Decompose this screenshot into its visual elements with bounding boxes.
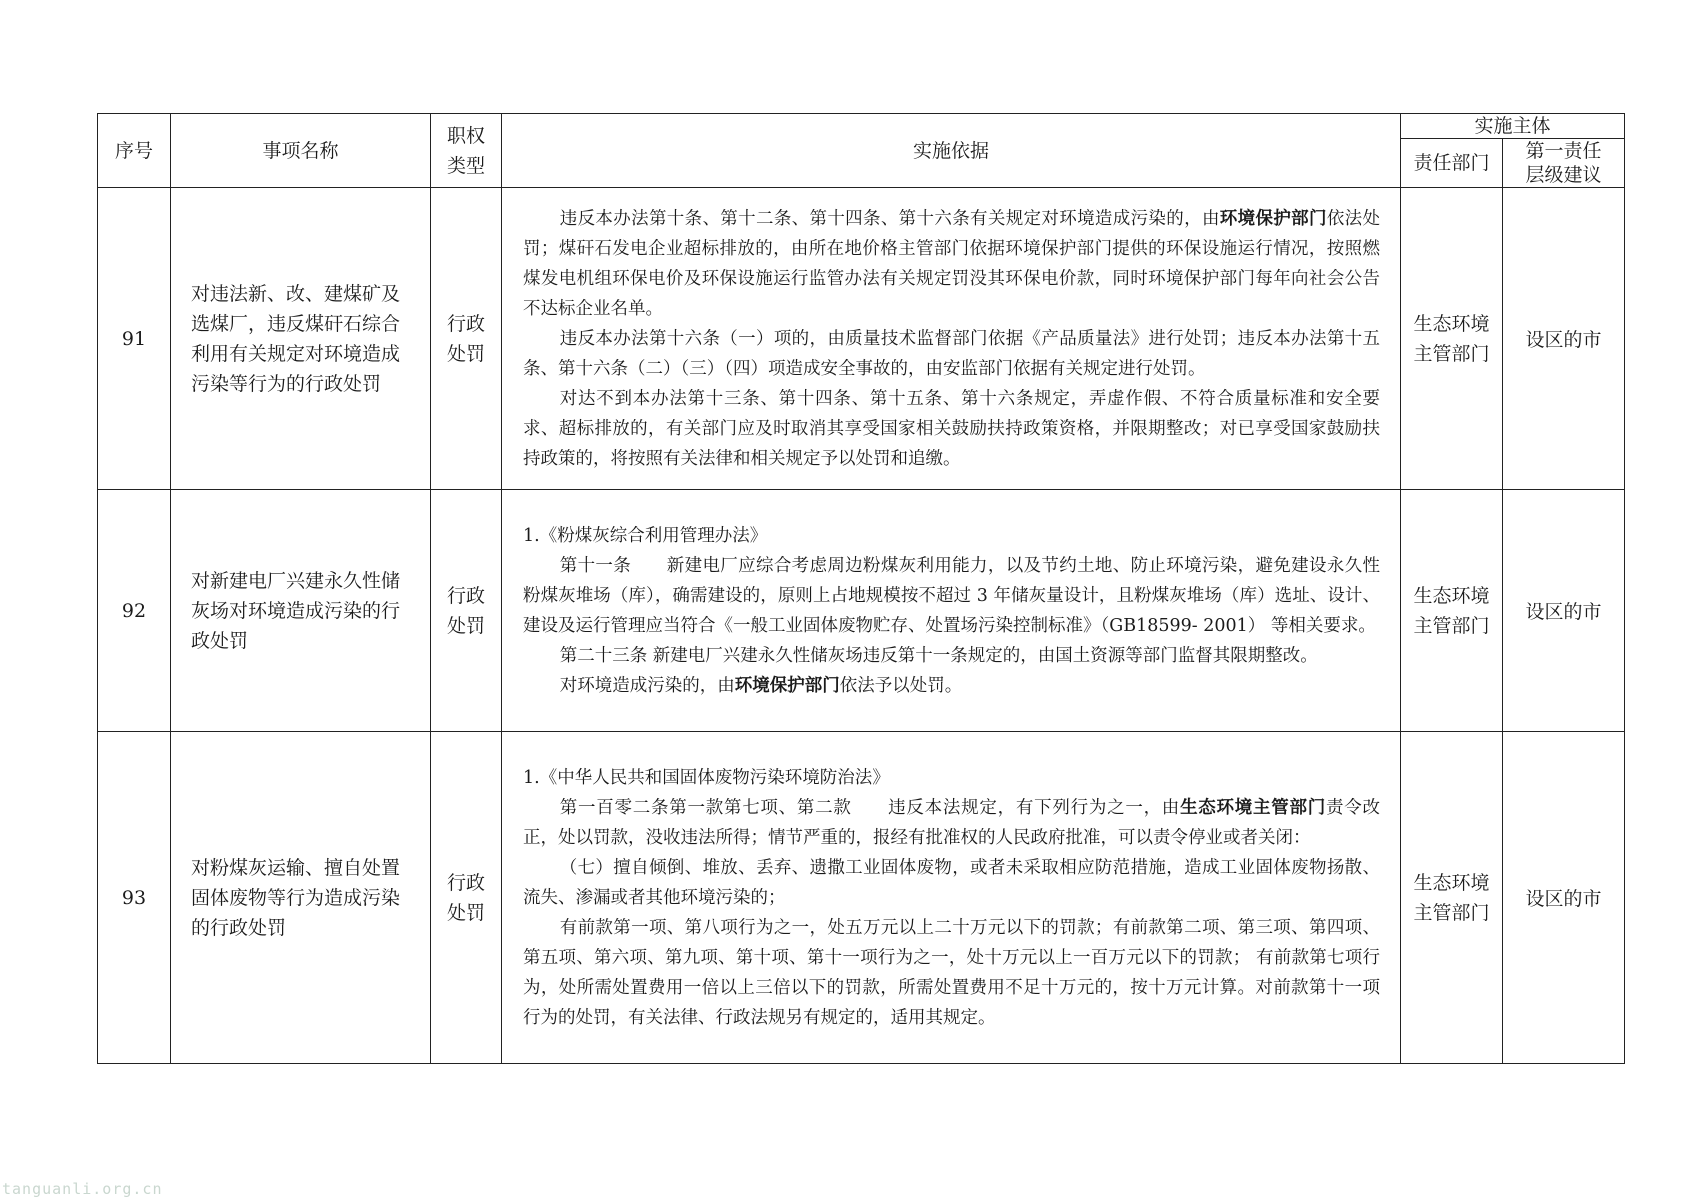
header-basis: 实施依据 — [502, 114, 1401, 188]
basis-paragraph: 违反本办法第十条、第十二条、第十四条、第十六条有关规定对环境造成污染的，由环境保护部门依法处罚；煤矸石发电企业超标排放的，由所在地价格主管部门依据环境保护部门提供的环保设施运行情况，按照燃煤发电机组环保电价及环保设施运行监管办法有关规定罚没其环保电价款，同时环境保护部门每年向社会公告不达标企业名单。 — [523, 208, 1381, 319]
basis-paragraph: 对达不到本办法第十三条、第十四条、第十五条、第十六条规定，弄虚作假、不符合质量标准和安全要求、超标排放的，有关部门应及时取消其享受国家相关鼓励扶持政策资格，并限期整改；对已享受国家鼓励扶持政策的，将按照有关法律和相关规定予以处罚和追缴。 — [523, 388, 1380, 469]
item-name: 对新建电厂兴建永久性储灰场对环境造成污染的行政处罚 — [171, 490, 431, 732]
header-name: 事项名称 — [171, 114, 431, 188]
row-number: 93 — [98, 732, 171, 1064]
basis-paragraph: 第一百零二条第一款第七项、第二款 违反本法规定，有下列行为之一，由生态环境主管部门责令改正，处以罚款，没收违法所得；情节严重的，报经有批准权的人民政府批准，可以责令停业或者关闭： — [523, 797, 1381, 848]
row-number: 92 — [98, 490, 171, 732]
responsibility-level: 设区的市 — [1503, 732, 1625, 1064]
header-row — [98, 114, 1625, 139]
basis-paragraph: 1.《中华人民共和国固体废物污染环境防治法》 — [523, 767, 890, 788]
header-dept: 责任部门 — [1401, 139, 1503, 188]
header-subject: 实施主体 — [1401, 114, 1625, 139]
document-sheet — [97, 113, 1624, 1064]
responsibility-level: 设区的市 — [1503, 188, 1625, 490]
basis-paragraph: 第十一条 新建电厂应综合考虑周边粉煤灰利用能力，以及节约土地、防止环境污染，避免建设永久性粉煤灰堆场（库），确需建设的，原则上占地规模按不超过 3 年储灰量设计，且粉煤灰堆场（库）选址、设计、建设及运行管理应当符合《一般工业固体废物贮存、处置场污染控制标准》（GB18599- 2001） 等相关要求。 — [523, 555, 1380, 636]
basis-paragraph: 有前款第一项、第八项行为之一，处五万元以上二十万元以下的罚款；有前款第二项、第三项、第四项、第五项、第六项、第九项、第十项、第十一项行为之一，处十万元以上一百万元以下的罚款； 有前款第七项行为，处所需处置费用一倍以上三倍以下的罚款，所需处置费用不足十万元的，按十万元计算。对前款第十一项行为的处罚，有关法律、行政法规另有规定的，适用其规定。 — [523, 917, 1380, 1028]
enforcement-table — [97, 113, 1625, 1064]
highlight-text: 生态环境主管部门 — [1180, 797, 1327, 818]
header-level: 第一责任层级建议 — [1503, 139, 1625, 188]
watermark: tanguanli.org.cn — [2, 1180, 163, 1198]
responsible-dept: 生态环境主管部门 — [1401, 490, 1503, 732]
basis-paragraph: 对环境造成污染的，由环境保护部门依法予以处罚。 — [559, 675, 963, 696]
responsibility-level: 设区的市 — [1503, 490, 1625, 732]
item-name: 对违法新、改、建煤矿及选煤厂，违反煤矸石综合利用有关规定对环境造成污染等行为的行政处罚 — [171, 188, 431, 490]
responsible-dept: 生态环境主管部门 — [1401, 732, 1503, 1064]
legal-basis — [502, 188, 1401, 490]
basis-paragraph: 违反本办法第十六条（一）项的，由质量技术监督部门依据《产品质量法》进行处罚；违反本办法第十五条、第十六条（二）（三）（四）项造成安全事故的，由安监部门依据有关规定进行处罚。 — [523, 328, 1380, 379]
header-type: 职权类型 — [431, 114, 502, 188]
highlight-text: 环境保护部门 — [734, 675, 840, 696]
highlight-text: 环境保护部门 — [1219, 208, 1327, 229]
authority-type: 行政处罚 — [431, 490, 502, 732]
table-row — [98, 188, 1625, 490]
responsible-dept: 生态环境主管部门 — [1401, 188, 1503, 490]
row-number: 91 — [98, 188, 171, 490]
authority-type: 行政处罚 — [431, 188, 502, 490]
table-row — [98, 490, 1625, 732]
basis-paragraph: 1.《粉煤灰综合利用管理办法》 — [523, 525, 768, 546]
table-row — [98, 732, 1625, 1064]
basis-paragraph: 第二十三条 新建电厂兴建永久性储灰场违反第十一条规定的，由国土资源等部门监督其限期整改。 — [559, 645, 1318, 666]
basis-paragraph: （七）擅自倾倒、堆放、丢弃、遗撒工业固体废物，或者未采取相应防范措施，造成工业固体废物扬散、流失、渗漏或者其他环境污染的； — [523, 857, 1380, 908]
legal-basis — [502, 490, 1401, 732]
item-name: 对粉煤灰运输、擅自处置固体废物等行为造成污染的行政处罚 — [171, 732, 431, 1064]
header-seq: 序号 — [98, 114, 171, 188]
legal-basis — [502, 732, 1401, 1064]
authority-type: 行政处罚 — [431, 732, 502, 1064]
